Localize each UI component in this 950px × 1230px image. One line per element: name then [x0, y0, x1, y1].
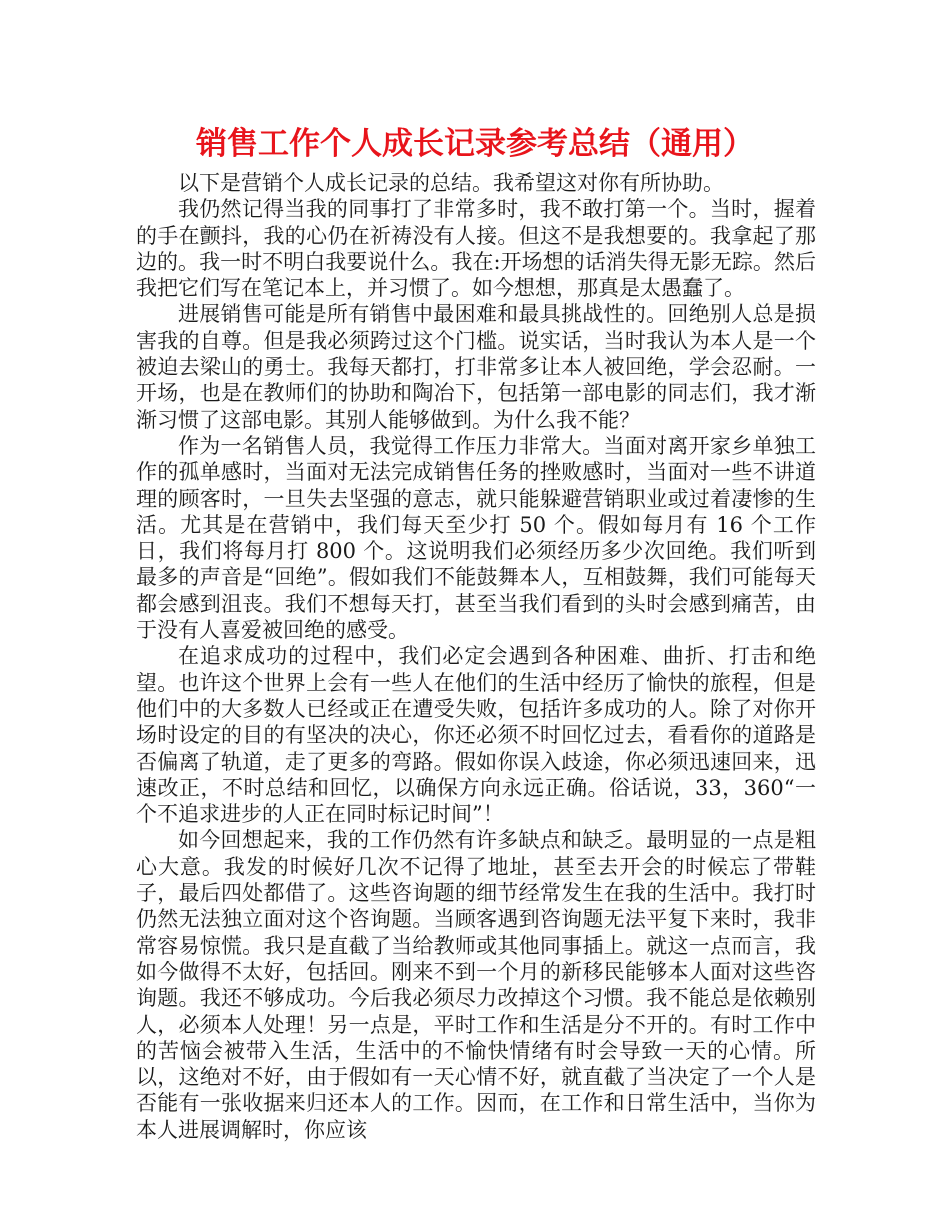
paragraph-rejection: 进展销售可能是所有销售中最困难和最具挑战性的。回绝别人总是损害我的自尊。但是我必须跨过这个门槛。说实话，当时我认为本人是一个被迫去梁山的勇士。我每天都打，打非常多让本人被回绝，学会忍耐。一开场，也是在教师们的协助和陶冶下，包括第一部电影的同志们，我才渐渐习惯了这部电影。其别人能够做到。为什么我不能？: [136, 302, 816, 432]
paragraph-pressure: 作为一名销售人员，我觉得工作压力非常大。当面对离开家乡单独工作的孤单感时，当面对无法完成销售任务的挫败感时，当面对一些不讲道理的顾客时，一旦失去坚强的意志，就只能躲避营销职业或过着凄惨的生活。尤其是在营销中，我们每天至少打 50 个。假如每月有 16 个工作日，我们将每月打 800 个。这说明我们必须经历多少次回绝。我们听到最多的声音是“回绝”。假如我们不能鼓舞本人，互相鼓舞，我们可能每天都会感到沮丧。我们不想每天打，甚至当我们看到的头时会感到痛苦，由于没有人喜爱被回绝的感受。: [136, 433, 816, 643]
document-body: [136, 170, 816, 1143]
paragraph-first-call: 我仍然记得当我的同事打了非常多时，我不敢打第一个。当时，握着的手在颤抖，我的心仍在祈祷没有人接。但这不是我想要的。我拿起了那边的。我一时不明白我要说什么。我在:开场想的话消失得无影无踪。然后我把它们写在笔记本上，并习惯了。如今想想，那真是太愚蠢了。: [136, 197, 816, 301]
paragraph-reflection: 如今回想起来，我的工作仍然有许多缺点和缺乏。最明显的一点是粗心大意。我发的时候好几次不记得了地址，甚至去开会的时候忘了带鞋子，最后四处都借了。这些咨询题的细节经常发生在我的生活中。我打时仍然无法独立面对这个咨询题。当顾客遇到咨询题无法平复下来时，我非常容易惊慌。我只是直截了当给教师或其他同事插上。就这一点而言，我如今做得不太好，包括回。刚来不到一个月的新移民能够本人面对这些咨询题。我还不够成功。今后我必须尽力改掉这个习惯。我不能总是依赖别人，必须本人处理！另一点是，平时工作和生活是分不开的。有时工作中的苦恼会被带入生活，生活中的不愉快情绪有时会导致一天的心情。所以，这绝对不好，由于假如有一天心情不好，就直截了当决定了一个人是否能有一张收据来归还本人的工作。因而，在工作和日常生活中，当你为本人进展调解时，你应该: [136, 828, 816, 1142]
document-title: 销售工作个人成长记录参考总结（通用）: [196, 126, 754, 162]
paragraph-success: 在追求成功的过程中，我们必定会遇到各种困难、曲折、打击和绝望。也许这个世界上会有一些人在他们的生活中经历了愉快的旅程，但是他们中的大多数人已经或正在遭受失败，包括许多成功的人。除了对你开场时设定的目的有坚决的决心，你还必须不时回忆过去，看看你的道路是否偏离了轨道，走了更多的弯路。假如你误入歧途，你必须迅速回来，迅速改正，不时总结和回忆，以确保方向永远正确。俗话说，33，360“一个不追求进步的人正在同时标记时间”！: [136, 644, 816, 827]
paragraph-intro: 以下是营销个人成长记录的总结。我希望这对你有所协助。: [178, 171, 724, 195]
